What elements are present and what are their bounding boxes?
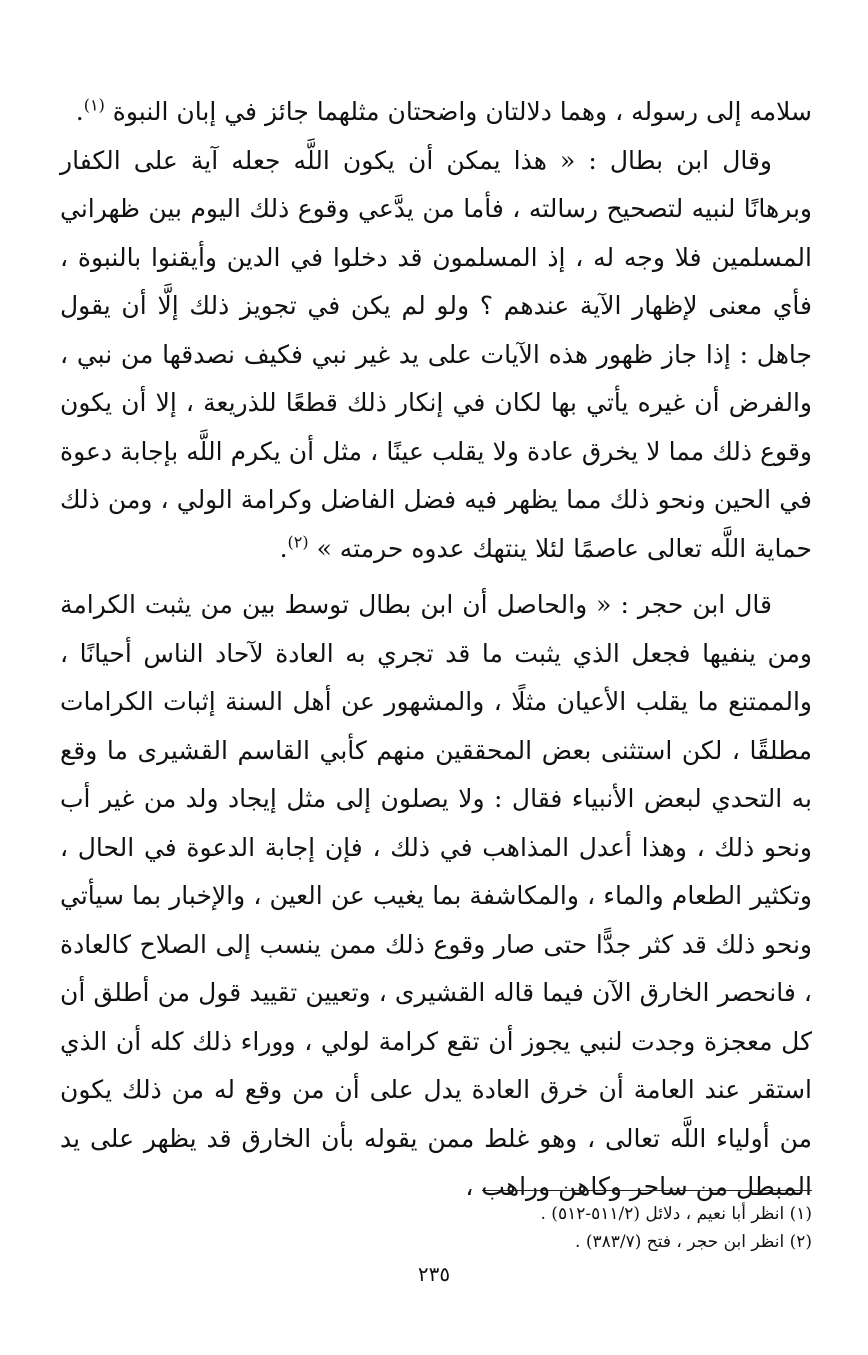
footnotes: [60, 1200, 812, 1256]
paragraph-2: [60, 137, 812, 574]
footnote-ref-1[interactable]: (١): [83, 95, 105, 115]
paragraph-3: [60, 581, 812, 1212]
footnote-separator: [482, 1190, 812, 1191]
paragraph-1-end: .: [75, 97, 84, 126]
footnote-2: (٢) انظر ابن حجر ، فتح (٣٨٣/٧) .: [575, 1232, 812, 1252]
paragraph-3-text: قال ابن حجر : « والحاصل أن ابن بطال توسط بين من يثبت الكرامة ومن ينفيها فجعل الذي يثبت ما قد تجري به العادة لآحاد الناس أحيانًا ، والممتنع ما يقلب الأعيان مثلًا ، والمشهور عن أهل السنة إثبات الكرامات مطلقًا ، لكن استثنى بعض المحققين منهم كأبي القاسم القشيرى ما وقع به التحدي لبعض الأنبياء فقال : ولا يصلون إلى مثل إيجاد ولد من غير أب ونحو ذلك ، وهذا أعدل المذاهب في ذلك ، فإن إجابة الدعوة في الحال ، وتكثير الطعام والماء ، والمكاشفة بما يغيب عن العين ، والإخبار بما سيأتي ونحو ذلك قد كثر جدًّا حتى صار وقوع ذلك ممن ينسب إلى الصلاح كالعادة ، فانحصر الخارق الآن فيما قاله القشيرى ، وتعيين تقييد قول من أطلق أن كل معجزة وجدت لنبي يجوز أن تقع كرامة لولي ، ووراء ذلك كله أن الذي استقر عند العامة أن خرق العادة يدل على أن من وقع له من ذلك يكون من أولياء اللَّه تعالى ، وهو غلط ممن يقوله بأن الخارق قد يظهر على يد المبطل من ساحر وكاهن وراهب ،: [60, 590, 812, 1201]
page-body: [60, 88, 812, 1212]
footnote-ref-2[interactable]: (٢): [287, 532, 309, 552]
footnote-1: (١) انظر أبا نعيم ، دلائل (٥١١/٢-٥١٢) .: [540, 1204, 812, 1224]
page-number: ٢٣٥: [417, 1262, 451, 1286]
paragraph-2-text: وقال ابن بطال : « هذا يمكن أن يكون اللَّه جعله آية على الكفار وبرهانًا لنبيه لتصحيح رسالته ، فأما من يدَّعي وقوع ذلك اليوم بين ظهراني المسلمين فلا وجه له ، إذ المسلمون قد دخلوا في الدين وأيقنوا بالنبوة ، فأي معنى لإظهار الآية عندهم ؟ ولو لم يكن في تجويز ذلك إلَّا أن يقول جاهل : إذا جاز ظهور هذه الآيات على يد غير نبي فكيف نصدقها من نبي ، والفرض أن غيره يأتي بها لكان في إنكار ذلك قطعًا للذريعة ، إلا أن يكون وقوع ذلك مما لا يخرق عادة ولا يقلب عينًا ، مثل أن يكرم اللَّه بإجابة دعوة في الحين ونحو ذلك مما يظهر فيه فضل الفاضل وكرامة الولي ، ومن ذلك حماية اللَّه تعالى عاصمًا لئلا ينتهك عدوه حرمته »: [60, 145, 812, 563]
paragraph-2-end: .: [279, 533, 288, 563]
paragraph-1: [60, 88, 812, 137]
paragraph-1-text: سلامه إلى رسوله ، وهما دلالتان واضحتان مثلهما جائز في إبان النبوة: [112, 97, 812, 126]
